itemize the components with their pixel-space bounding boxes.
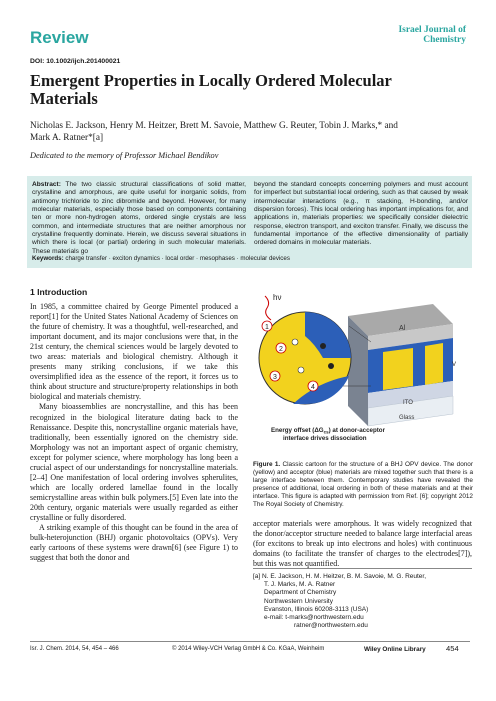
doi[interactable]: DOI: 10.1002/ijch.201400021 <box>30 58 121 65</box>
article-title: Emergent Properties in Locally Ordered Molecular Materials <box>30 71 392 108</box>
hole-icon-2 <box>298 367 304 373</box>
body-column-left <box>30 302 238 563</box>
footer-copyright: © 2014 Wiley-VCH Verlag GmbH & Co. KGaA, Weinheim <box>172 646 325 652</box>
abstract-column-right: beyond the standard concepts concerning polymers and must account for imperfect but substantial local ordering, such as that caused by weak intermolecular interactions (e.g., π stacking, H-bonding, and/or dispersion forces). This local ordering has important implications for, and applications in, materials properties: we specifically consider dielectric response, electron transport, and exciton transfer. Finally, we discuss the fundamental importance of the effective dimensionality of partially ordered domains in molecular materials. <box>254 181 468 247</box>
electron-icon <box>320 343 326 349</box>
energy-offset-text-2: ) at donor-acceptor <box>328 427 385 434</box>
hole-icon <box>292 339 298 345</box>
device-stack <box>348 304 453 426</box>
section-label: Review <box>30 28 89 47</box>
paragraph-3: A striking example of this thought can be found in the area of bulk-heterojunction (BHJ) organic photovoltaics (OPVs). Very early cartoons of these systems were drawn[6] (see Figure 1) to suggest that both the donor and <box>30 523 238 563</box>
affiliation-line-2: T. J. Marks, M. A. Ratner <box>264 581 336 589</box>
figure-caption-label: Figure 1. <box>253 461 281 468</box>
keywords <box>32 255 467 262</box>
energy-offset-subscript: cs <box>323 429 329 435</box>
affiliation-line-3: Department of Chemistry <box>264 589 337 597</box>
abstract-label: Abstract: <box>32 181 61 188</box>
paragraph-2: Many bioassemblies are noncrystalline, and this has been recognized in the biological literature dating back to the Renaissance. Despite this, noncrystalline organic materials have, traditionally, been essentially ignored on the chemistry side. Morphology was not an important aspect of organic chemistry, except for polymer science, where morphology has long been a crucial aspect of our understandings for noncrystalline materials.[2–4] One manifestation of local ordering involves spherulites, which are locally ordered lamellae found in the locally semicrystalline areas within bulk polymers.[5] Even late into the 20th century, organic materials were usually regarded as either crystalline or fully disordered. <box>30 402 238 522</box>
photon-arrow-icon <box>265 296 271 320</box>
body-column-right: acceptor materials were amorphous. It was widely recognized that the donor/acceptor structure needed to balance large interfacial areas (for excitons to break up into electrons and holes) with continuous domains (to facilitate the transfer of charges to the electrodes[7]), but this was not quantified. <box>253 519 472 569</box>
step-2-label: 2 <box>279 346 283 353</box>
authors-line-1: Nicholas E. Jackson, Henry M. Heitzer, Brett M. Savoie, Matthew G. Reuter, Tobin J. Marks,* and <box>30 121 398 131</box>
affiliation <box>253 573 472 630</box>
footer-divider <box>30 641 470 642</box>
active-layer-donor-2 <box>425 343 443 385</box>
footer-citation: Isr. J. Chem. 2014, 54, 454 – 466 <box>30 646 119 652</box>
step-4-label: 4 <box>311 384 315 391</box>
active-layer-donor-1 <box>383 348 413 390</box>
step-3-label: 3 <box>273 374 277 381</box>
affiliation-line-4: Northwestern University <box>264 597 333 605</box>
voltage-label: V <box>452 362 457 368</box>
energy-offset-label <box>271 427 386 435</box>
keywords-label: Keywords: <box>32 255 64 262</box>
step-1-label: 1 <box>265 324 269 331</box>
section-heading-introduction: 1 Introduction <box>30 287 88 297</box>
keywords-list: charge transfer · exciton dynamics · local order · mesophases · molecular devices <box>63 255 290 262</box>
glass-label: Glass <box>399 415 415 421</box>
affiliation-line-1: [a] N. E. Jackson, H. M. Heitzer, B. M. Savoie, M. G. Reuter, <box>253 573 427 580</box>
affiliation-email-2[interactable]: ratner@northwestern.edu <box>294 622 368 630</box>
abstract-box <box>27 176 472 268</box>
figure-1-bhj-cartoon <box>253 286 459 456</box>
figure-caption-text: Classic cartoon for the structure of a BHJ OPV device. The donor (yellow) and acceptor (blue) materials are mixed together such that there is a large interface between them. Contemporary studies have revealed the presence of additional, local ordering in both of these materials and at their interface. This figure is adapted with permission from Ref. [6]; copyright 2012 The Royal Society of Chemistry. <box>253 461 473 508</box>
ito-label: ITO <box>403 400 413 406</box>
energy-offset-text: Energy offset (ΔG <box>271 427 324 434</box>
paragraph-1: In 1985, a committee chaired by George Pimentel produced a report[1] for the United States National Academy of Sciences on the future of chemistry. It was a thoughtful, well-researched, and important document, and its major conclusions were that, in the 21st century, the chemical sciences would be largely devoted to two areas: materials and biological chemistry. Although it presents many striking conclusions, if we take this oversimplified idea as the essence of the report, it forces us to think about structure and structure/property relationships in both biological and materials chemistry. <box>30 302 238 402</box>
footer-publisher-link[interactable]: Wiley Online Library <box>364 646 426 653</box>
abstract-text-left: The two classic structural classifications of solid matter, crystalline and amorphous, are quite useful for inorganic solids, from antimony trichloride to zinc dibromide and beyond. However, for many molecular materials, especially those based on components containing ten or more non-hydrogen atoms, ordered single crystals are less common, and intermediate structures that are neither amorphous nor crystalline frequently dominate. Herein, we discuss several situations in which there is local (or partial) ordering in such molecular materials. These materials go <box>32 181 246 255</box>
hv-label: hν <box>273 293 282 302</box>
electron-icon-2 <box>328 363 334 369</box>
page-number: 454 <box>446 644 459 653</box>
figure-caption <box>253 461 473 508</box>
al-label: Al <box>399 325 406 332</box>
affiliation-line-5: Evanston, Illinois 60208-3113 (USA) <box>264 605 369 613</box>
energy-offset-label-line-2: interface drives dissociation <box>283 435 367 442</box>
authors-line-2: Mark A. Ratner*[a] <box>30 132 104 143</box>
abstract-column-left <box>32 181 246 256</box>
affiliation-email-1[interactable]: e-mail: t-marks@northwestern.edu <box>264 614 364 622</box>
author-list <box>30 121 470 144</box>
affiliation-divider <box>253 568 472 569</box>
journal-name: Israel Journal of Chemistry <box>398 25 466 45</box>
dedication: Dedicated to the memory of Professor Michael Bendikov <box>30 151 219 160</box>
